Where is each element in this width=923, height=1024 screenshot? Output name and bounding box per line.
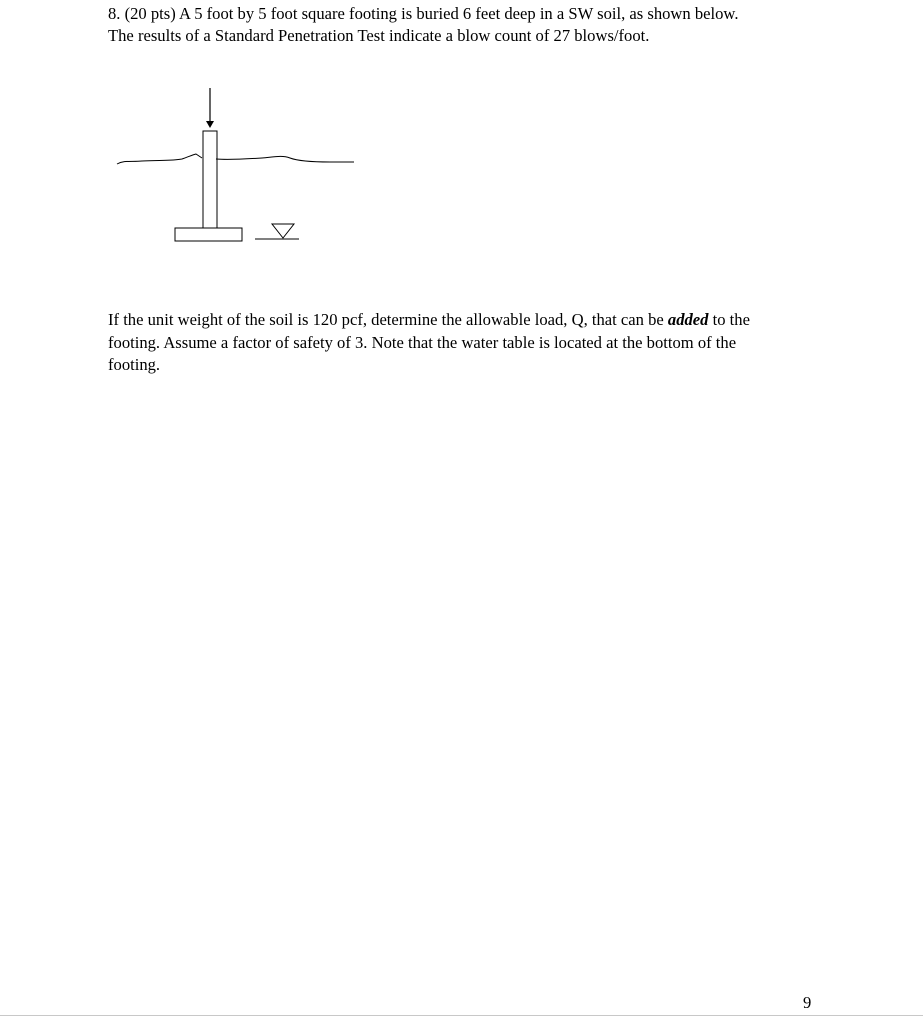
load-arrow-head: [206, 121, 214, 128]
question-text: [108, 309, 828, 377]
water-table-symbol: [272, 224, 294, 238]
page-bottom-divider: [0, 1015, 923, 1016]
problem-line-1: 8. (20 pts) A 5 foot by 5 foot square footing is buried 6 feet deep in a SW soil, as shown below.: [108, 4, 739, 23]
question-line-1-start: If the unit weight of the soil is 120 pcf, determine the allowable load, Q, that can be: [108, 310, 668, 329]
question-line-3: footing.: [108, 355, 161, 374]
ground-surface-right: [216, 156, 354, 162]
question-line-2: footing. Assume a factor of safety of 3. Note that the water table is located at the bottom of the: [108, 332, 737, 352]
page-number: 9: [803, 993, 812, 1012]
footing-column: [203, 131, 217, 228]
ground-surface-left: [117, 154, 202, 164]
question-line-1-end: to the: [708, 310, 750, 329]
problem-line-2: The results of a Standard Penetration Test indicate a blow count of 27 blows/foot.: [108, 26, 650, 45]
problem-statement: [108, 3, 828, 47]
footing-diagram: [112, 84, 362, 249]
question-line-1: [108, 309, 828, 332]
question-emphasis-added: added: [667, 310, 709, 329]
footing-base: [175, 228, 242, 241]
